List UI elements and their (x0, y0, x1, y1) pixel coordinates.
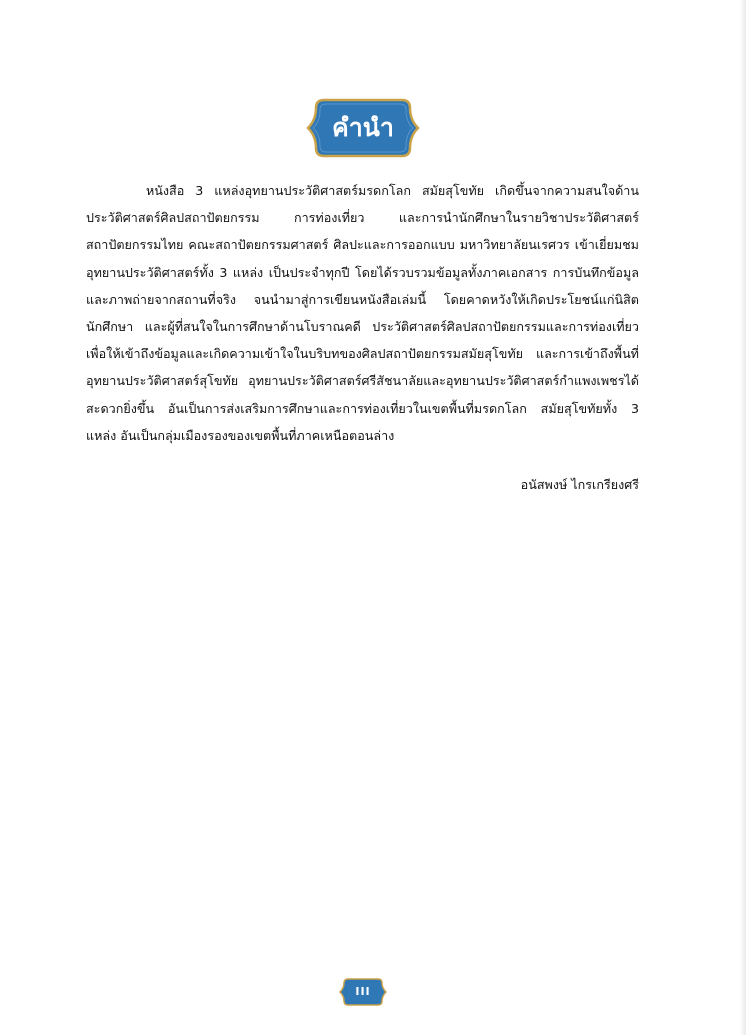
preface-paragraph: หนังสือ 3 แหล่งอุทยานประวัติศาสตร์มรดกโลก สมัยสุโขทัย เกิดขึ้นจากความสนใจด้านประวัติศาสตร์ศิลปสถาปัตยกรรม การท่องเที่ยว และการนำนักศึกษาในรายวิชาประวัติศาสตร์สถาปัตยกรรมไทย คณะสถาปัตยกรรมศาสตร์ ศิลปะและการออกแบบ มหาวิทยาลัยนเรศวร เข้าเยี่ยมชมอุทยานประวัติศาสตร์ทั้ง 3 แหล่ง เป็นประจำทุกปี โดยได้รวบรวมข้อมูลทั้งภาคเอกสาร การบันทึกข้อมูลและภาพถ่ายจากสถานที่จริง จนนำมาสู่การเขียนหนังสือเล่มนี้ โดยคาดหวังให้เกิดประโยชน์แก่นิสิตนักศึกษา และผู้ที่สนใจในการศึกษาด้านโบราณคดี ประวัติศาสตร์ศิลปสถาปัตยกรรมและการท่องเที่ยว เพื่อให้เข้าถึงข้อมูลและเกิดความเข้าใจในบริบทของศิลปสถาปัตยกรรมสมัยสุโขทัย และการเข้าถึงพื้นที่อุทยานประวัติศาสตร์สุโขทัย อุทยานประวัติศาสตร์ศรีสัชนาลัยและอุทยานประวัติศาสตร์กำแพงเพชรได้สะดวกยิ่งขึ้น อันเป็นการส่งเสริมการศึกษาและการท่องเที่ยวในเขตพื้นที่มรดกโลก สมัยสุโขทัยทั้ง 3 แหล่ง อันเป็นกลุ่มเมืองรองของเขตพื้นที่ภาคเหนือตอนล่าง (86, 183, 639, 443)
title-badge (306, 96, 420, 160)
page-edge (740, 0, 746, 1035)
page-number-badge (338, 977, 388, 1007)
page-title: คำนำ (332, 113, 394, 142)
page-number: III (355, 985, 371, 998)
author-signature: อนัสพงษ์ ไกรเกรียงศรี (520, 477, 639, 492)
